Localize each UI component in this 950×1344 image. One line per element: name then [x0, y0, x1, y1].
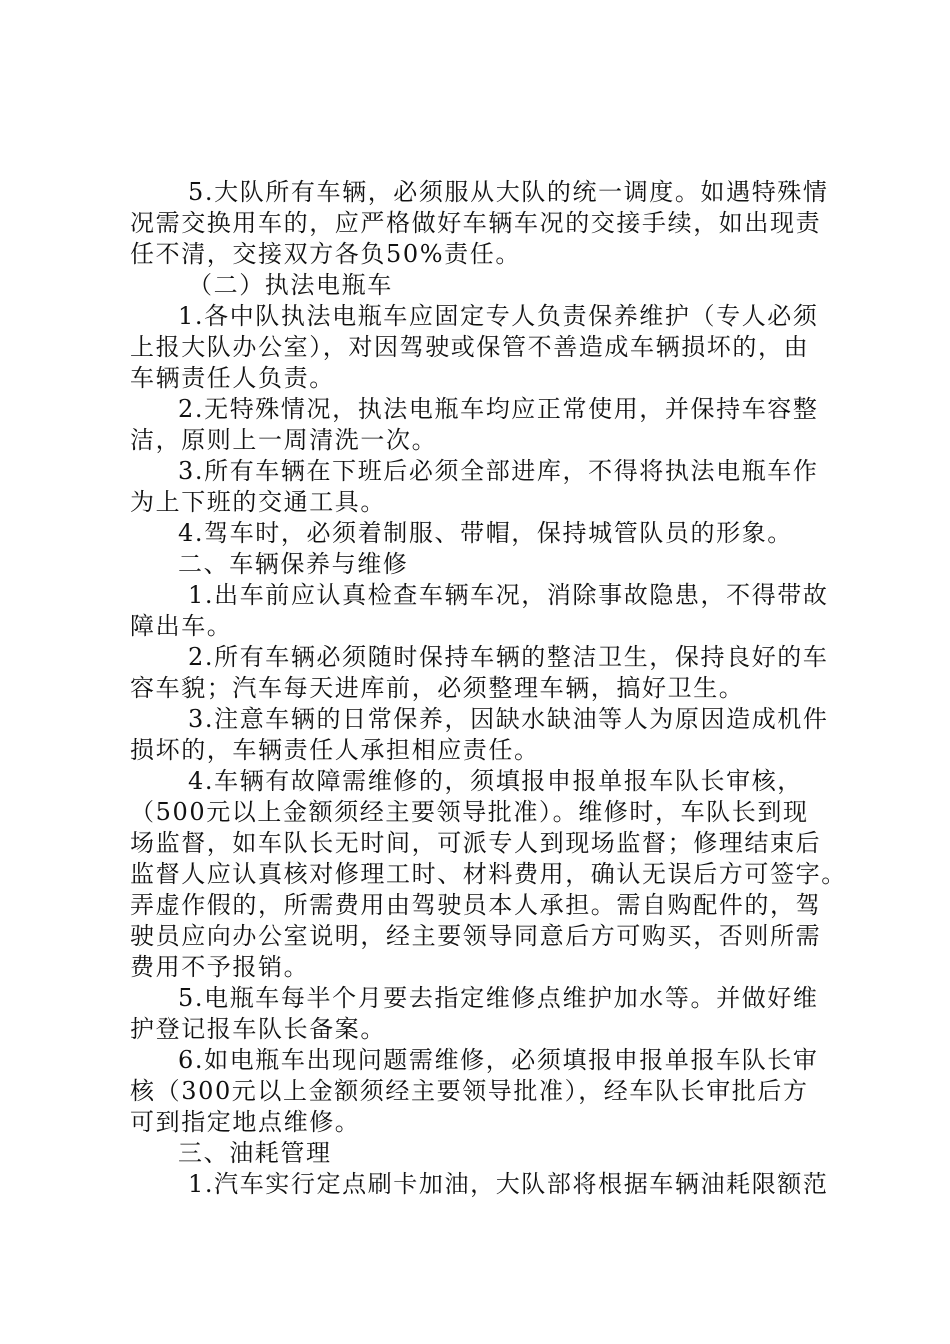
item-4-line: 4.驾车时，必须着制服、带帽，保持城管队员的形象。	[178, 519, 793, 547]
maintenance-item-4-line: （500元以上金额须经主要领导批准）。维修时，车队长到现	[130, 798, 809, 826]
item-2-line: 2.无特殊情况，执法电瓶车均应正常使用，并保持车容整	[178, 395, 819, 423]
maintenance-item-1-line: 障出车。	[130, 612, 233, 640]
item-3-line: 3.所有车辆在下班后必须全部进库，不得将执法电瓶车作	[178, 457, 819, 485]
section-heading-electric-vehicles: （二）执法电瓶车	[188, 271, 393, 299]
paragraph-5-line: 任不清，交接双方各负50%责任。	[130, 240, 521, 268]
maintenance-item-4-line: 驶员应向办公室说明，经主要领导同意后方可购买，否则所需	[130, 922, 822, 950]
maintenance-item-3-line: 3.注意车辆的日常保养，因缺水缺油等人为原因造成机件	[188, 705, 829, 733]
fuel-item-1-line: 1.汽车实行定点刷卡加油，大队部将根据车辆油耗限额范	[188, 1170, 829, 1198]
paragraph-5-line: 况需交换用车的，应严格做好车辆车况的交接手续，如出现责	[130, 209, 822, 237]
maintenance-item-2-line: 2.所有车辆必须随时保持车辆的整洁卫生，保持良好的车	[188, 643, 829, 671]
item-1-line: 车辆责任人负责。	[130, 364, 335, 392]
maintenance-item-4-line: 弄虚作假的，所需费用由驾驶员本人承担。需自购配件的，驾	[130, 891, 822, 919]
item-1-line: 上报大队办公室），对因驾驶或保管不善造成车辆损坏的，由	[130, 333, 810, 361]
maintenance-item-4-line: 场监督，如车队长无时间，可派专人到现场监督；修理结束后	[130, 829, 822, 857]
maintenance-item-2-line: 容车貌；汽车每天进库前，必须整理车辆，搞好卫生。	[130, 674, 745, 702]
paragraph-5-line: 5.大队所有车辆，必须服从大队的统一调度。如遇特殊情	[188, 178, 829, 206]
maintenance-item-3-line: 损坏的，车辆责任人承担相应责任。	[130, 736, 540, 764]
maintenance-item-6-line: 可到指定地点维修。	[130, 1108, 361, 1136]
item-2-line: 洁，原则上一周清洗一次。	[130, 426, 438, 454]
item-1-line: 1.各中队执法电瓶车应固定专人负责保养维护（专人必须	[178, 302, 819, 330]
maintenance-item-4-line: 监督人应认真核对修理工时、材料费用，确认无误后方可签字。	[130, 860, 847, 888]
item-3-line: 为上下班的交通工具。	[130, 488, 386, 516]
maintenance-item-1-line: 1.出车前应认真检查车辆车况，消除事故隐患，不得带故	[188, 581, 829, 609]
document-page	[130, 177, 847, 1200]
section-heading-fuel: 三、油耗管理	[178, 1139, 332, 1167]
maintenance-item-5-line: 5.电瓶车每半个月要去指定维修点维护加水等。并做好维	[178, 984, 819, 1012]
maintenance-item-6-line: 6.如电瓶车出现问题需维修，必须填报申报单报车队长审	[178, 1046, 819, 1074]
maintenance-item-4-line: 4.车辆有故障需维修的，须填报申报单报车队长审核，	[188, 767, 803, 795]
maintenance-item-5-line: 护登记报车队长备案。	[130, 1015, 386, 1043]
section-heading-maintenance: 二、车辆保养与维修	[178, 550, 409, 578]
maintenance-item-6-line: 核（300元以上金额须经主要领导批准），经车队长审批后方	[130, 1077, 809, 1105]
maintenance-item-4-line: 费用不予报销。	[130, 953, 310, 981]
